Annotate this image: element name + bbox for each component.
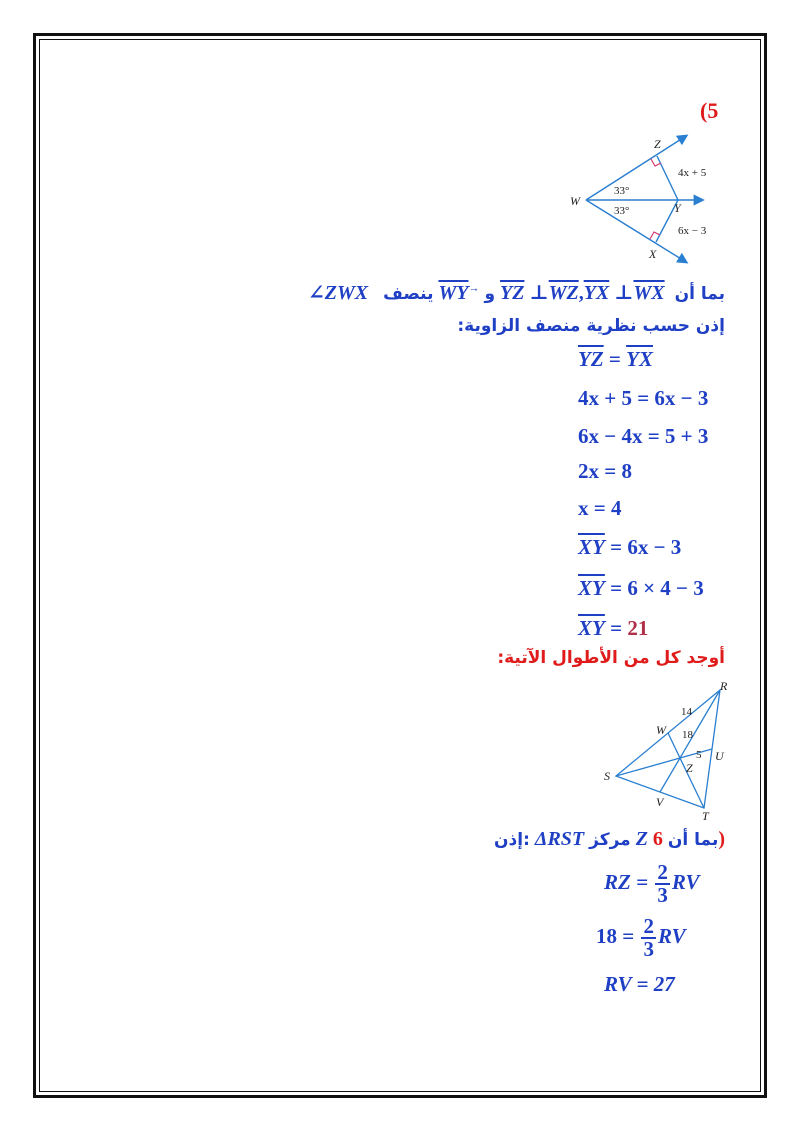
word-bisects: ينصف — [383, 284, 434, 304]
ray-wy-text: $\overline{WY}$ — [438, 282, 469, 304]
length-5: 5 — [696, 749, 702, 761]
step-5: x = 4 — [578, 496, 622, 520]
label-v: V — [656, 795, 664, 809]
problem-5-number: (5 — [700, 98, 719, 123]
label-r: R — [720, 680, 728, 693]
seg-yx-text: $\overline{YX}$ — [583, 282, 610, 304]
label-s: S — [604, 769, 610, 783]
length-18: 18 — [682, 729, 693, 741]
centroid-figure — [598, 680, 738, 820]
step-2: 4x + 5 = 6x − 3 — [578, 386, 709, 410]
triangle-rst — [616, 690, 720, 808]
segment-top-label: 4x + 5 — [678, 167, 707, 179]
step-1: $\overline{YZ} = \overline{YX}$ — [578, 347, 653, 371]
step-8: $\overline{XY} = 21$ — [578, 616, 649, 640]
point-z-text: Z — [635, 828, 648, 850]
angle-zwx: ∠ZWX — [308, 282, 369, 304]
find-heading: أوجد كل من الأطوال الآتية: — [497, 648, 725, 668]
answer-21: 21 — [627, 616, 649, 640]
seg-wx-text: $\overline{WX}$ — [633, 282, 665, 304]
angle-top-label: 33° — [614, 185, 630, 197]
label-w: W — [570, 194, 580, 208]
eq-1: RZ = $\frac{2}{3}$ RV — [604, 860, 700, 907]
seg-yz-text: $\overline{YZ}$ — [500, 282, 525, 304]
label-z: Z — [654, 137, 661, 151]
word-centroid: مركز — [589, 830, 631, 850]
triangle-rst-text: ΔRST — [534, 828, 585, 850]
problem-6-statement — [494, 828, 725, 851]
length-14: 14 — [681, 706, 692, 718]
ray-wz — [586, 136, 686, 200]
word-since-6: بما أن — [667, 830, 719, 850]
label-z6: Z — [686, 761, 693, 775]
segment-zy — [657, 156, 678, 200]
word-and: و — [484, 284, 496, 304]
label-t: T — [702, 809, 709, 820]
angle-bottom-label: 33° — [614, 205, 630, 217]
label-x: X — [649, 247, 657, 261]
step-7: $\overline{XY} = 6 \times 4 - 3$ — [578, 576, 704, 600]
label-y: Y — [674, 201, 681, 215]
step-6: $\overline{XY} = 6x - 3$ — [578, 535, 682, 559]
step-3: 6x − 4x = 5 + 3 — [578, 424, 709, 448]
eq-2: 18 = $\frac{2}{3}$ RV — [596, 914, 686, 961]
given-line: ∠ZWX ينصف $\overline{WY}^\to$ و $\overline{YZ}$ $\perp\overline{WZ},\overline{YX}$ $\perp\overline{WX}$ بما أن — [308, 282, 725, 304]
theorem-line: إذن حسب نظرية منصف الزاوية: — [457, 316, 725, 336]
angle-bisector-figure — [560, 128, 730, 268]
segment-bottom-label: 6x − 3 — [678, 225, 707, 237]
ray-wx — [586, 200, 686, 262]
label-u: U — [715, 749, 724, 763]
label-w6: W — [656, 723, 666, 737]
step-4: 2x = 8 — [578, 459, 632, 483]
seg-wz-text: $\overline{WZ}$ — [548, 282, 579, 304]
word-then: إذن: — [494, 830, 530, 850]
word-since: بما أن — [674, 284, 725, 304]
problem-6-number: 6) — [652, 828, 725, 850]
eq-3: RV = 27 — [604, 972, 675, 996]
